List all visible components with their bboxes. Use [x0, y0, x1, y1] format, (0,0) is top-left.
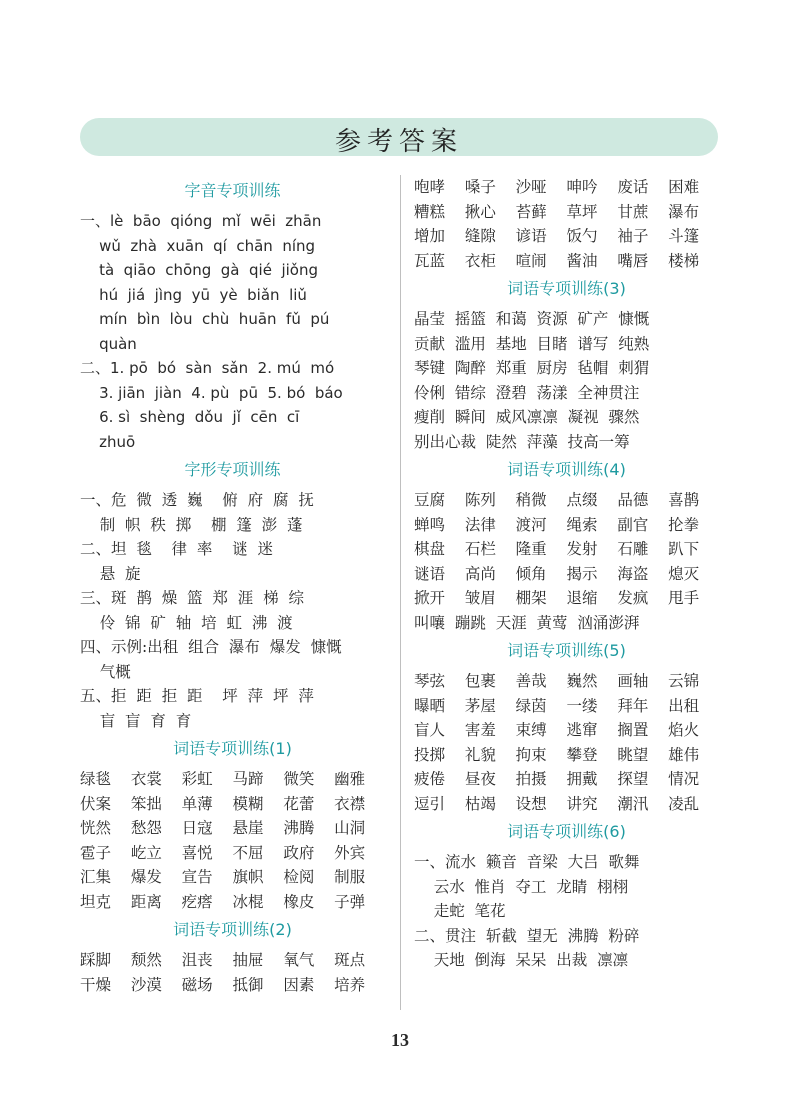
answer-word: 汇集 [80, 868, 112, 886]
left-column [80, 175, 385, 997]
answer-line: 瘦削 瞬间 威风凛凛 凝视 骤然 [414, 408, 640, 426]
answer-word: 抽屉 [232, 951, 264, 969]
answer-word: 橡皮 [283, 892, 315, 911]
answer-word: 宣告 [181, 868, 213, 886]
answer-section [80, 918, 385, 997]
answer-word: 微笑 [283, 770, 315, 788]
answer-word: 礼貌 [464, 745, 496, 764]
answer-word: 疲倦 [414, 770, 446, 788]
answer-line: 天地 倒海 呆呆 出裁 凛凛 [414, 951, 629, 969]
answer-line: zhuō [80, 432, 136, 451]
answer-word: 雹子 [80, 843, 112, 862]
answer-line: 五、拒 距 拒 距 坪 萍 坪 萍 [80, 687, 314, 705]
answer-line: quàn [80, 334, 137, 353]
section-heading: 词语专项训练(5) [507, 641, 626, 660]
answer-word: 幽雅 [334, 770, 366, 788]
answer-word: 日寇 [181, 819, 213, 837]
answer-line: 二、坦 毯 律 率 谜 迷 [80, 540, 273, 558]
answer-word: 束缚 [515, 721, 547, 739]
answer-word: 拘束 [515, 745, 547, 764]
answer-word: 山洞 [334, 819, 366, 837]
answer-word: 抵御 [232, 975, 264, 994]
answer-word: 昼夜 [464, 770, 496, 788]
section-heading: 词语专项训练(4) [507, 460, 626, 479]
answer-word: 衣襟 [334, 794, 366, 813]
answer-word: 增加 [414, 227, 446, 245]
answer-word: 害羞 [464, 721, 496, 739]
answer-line: 一、危 微 透 巍 俯 府 腐 抚 [80, 491, 314, 509]
answer-word: 制服 [334, 868, 366, 886]
answer-word: 绿毯 [80, 770, 112, 788]
answer-word: 屹立 [130, 843, 162, 862]
answer-word: 揪心 [464, 202, 496, 221]
answer-word: 喜悦 [181, 843, 213, 862]
word-grid [80, 948, 385, 997]
page-number: 13 [391, 1030, 409, 1050]
answer-word: 攀登 [566, 745, 598, 764]
section-heading: 词语专项训练(3) [507, 279, 626, 298]
answer-word: 谜语 [414, 564, 446, 583]
answer-word: 废话 [617, 178, 649, 196]
answer-word: 爆发 [130, 868, 162, 886]
right-column [414, 175, 719, 973]
answer-word: 谚语 [515, 227, 547, 245]
answer-word: 草坪 [566, 202, 598, 221]
answer-word: 困难 [668, 178, 700, 196]
column-divider [400, 175, 401, 1010]
answer-word: 氧气 [283, 951, 315, 969]
answer-word: 陈列 [464, 491, 496, 509]
answer-word: 袖子 [617, 227, 649, 245]
answer-word: 曝晒 [414, 696, 446, 715]
answer-line: tà qiāo chōng gà qié jiǒng [80, 261, 319, 279]
answer-section [414, 175, 719, 273]
answer-word: 棚架 [515, 589, 547, 607]
answer-word: 笨拙 [130, 794, 162, 813]
answer-word: 绳索 [566, 515, 598, 534]
answer-word: 喜鹊 [668, 491, 700, 509]
answer-word: 检阅 [283, 868, 315, 886]
answer-word: 倾角 [515, 564, 547, 583]
answer-word: 揭示 [566, 564, 598, 583]
answer-word: 沮丧 [181, 951, 213, 969]
answer-word: 绿茵 [515, 696, 547, 715]
answer-section [80, 458, 385, 733]
answer-word: 皱眉 [464, 589, 496, 607]
answer-line: 制 帜 秩 掷 棚 篷 澎 蓬 [80, 515, 303, 534]
answer-line: 别出心裁 陡然 萍藻 技高一筹 [414, 432, 630, 451]
answer-word: 瓦蓝 [414, 251, 446, 270]
answer-word: 石栏 [464, 540, 496, 558]
answer-line: 晶莹 摇篮 和蔼 资源 矿产 慷慨 [414, 310, 650, 328]
answer-word: 坦克 [80, 892, 112, 911]
answer-word: 趴下 [668, 540, 700, 558]
answer-word: 点缀 [566, 491, 598, 509]
answer-word: 缝隙 [464, 227, 496, 245]
answer-line: 走蛇 笔花 [414, 902, 506, 920]
answer-word: 嘴唇 [617, 251, 649, 270]
answer-word: 包裹 [464, 672, 496, 690]
answer-word: 衣裳 [130, 770, 162, 788]
answer-word: 距离 [130, 892, 162, 911]
word-grid [414, 669, 719, 816]
answer-word: 呻吟 [566, 178, 598, 196]
answer-word: 甘蔗 [617, 202, 649, 221]
answer-word: 画轴 [617, 672, 649, 690]
answer-line: 四、示例:出租 组合 瀑布 爆发 慷慨 [80, 638, 342, 656]
answer-word: 豆腐 [414, 491, 446, 509]
word-grid [414, 175, 719, 273]
section-heading: 词语专项训练(2) [173, 920, 292, 939]
page-title: 参考答案 [334, 127, 463, 157]
answer-word: 石雕 [617, 540, 649, 558]
answer-line: 琴键 陶醉 郑重 厨房 毡帽 刺猬 [414, 359, 650, 377]
answer-word: 退缩 [566, 589, 598, 607]
answer-word: 糟糕 [414, 202, 446, 221]
answer-section [414, 458, 719, 635]
answer-section [80, 179, 385, 454]
answer-line: 伶俐 错综 澄碧 荡漾 全神贯注 [414, 383, 640, 402]
answer-word: 逗引 [414, 794, 446, 813]
answer-line: 伶 锦 矿 轴 培 虹 沸 渡 [80, 613, 293, 632]
answer-word: 单薄 [181, 794, 213, 813]
answer-section [414, 820, 719, 973]
answer-word: 一缕 [566, 696, 598, 715]
answer-word: 外宾 [334, 843, 366, 862]
answer-word: 发疯 [617, 589, 649, 607]
answer-word: 海盗 [617, 564, 649, 583]
answer-word: 茅屋 [464, 696, 496, 715]
answer-word: 善哉 [515, 672, 547, 690]
answer-line: 悬 旋 [80, 564, 141, 583]
title-banner [80, 118, 718, 156]
answer-word: 渡河 [515, 515, 547, 534]
answer-word: 逃窜 [566, 721, 598, 739]
answer-word: 不屈 [232, 843, 264, 862]
answer-line: wǔ zhà xuān qí chān níng [80, 236, 316, 255]
section-heading: 词语专项训练(6) [507, 822, 626, 841]
answer-word: 稍微 [515, 491, 547, 509]
answer-word: 情况 [668, 770, 700, 788]
answer-word: 讲究 [566, 794, 598, 813]
answer-word: 斗篷 [668, 227, 700, 245]
answer-word: 盲人 [414, 721, 446, 739]
answer-line: 三、斑 鹊 燥 篮 郑 涯 梯 综 [80, 589, 304, 607]
answer-word: 蝉鸣 [414, 515, 446, 534]
answer-word: 法律 [464, 515, 496, 534]
answer-word: 花蕾 [283, 794, 315, 813]
answer-word: 瀑布 [668, 202, 700, 221]
answer-word: 焰火 [668, 721, 700, 739]
answer-word: 探望 [617, 770, 649, 788]
answer-line: 二、1. pō bó sàn sǎn 2. mú mó [80, 359, 335, 377]
answer-word: 琴弦 [414, 672, 446, 690]
answer-word: 恍然 [80, 819, 112, 837]
answer-word: 投掷 [414, 745, 446, 764]
answer-word: 嗓子 [464, 178, 496, 196]
answer-line: 云水 惟肖 夺工 龙睛 栩栩 [414, 877, 629, 896]
answer-line: mín bìn lòu chù huān fǔ pú [80, 310, 330, 328]
answer-word: 酱油 [566, 251, 598, 270]
answer-word: 搁置 [617, 721, 649, 739]
answer-word: 抡拳 [668, 515, 700, 534]
answer-word: 熄灭 [668, 564, 700, 583]
answer-word: 凌乱 [668, 794, 700, 813]
answer-word: 沙哑 [515, 178, 547, 196]
answer-word: 苔藓 [515, 202, 547, 221]
answer-word: 掀开 [414, 589, 446, 607]
answer-section [414, 639, 719, 816]
answer-section [414, 277, 719, 454]
answer-word: 斑点 [334, 951, 366, 969]
answer-word: 疙瘩 [181, 892, 213, 911]
answer-word: 副官 [617, 515, 649, 534]
section-heading: 字形专项训练 [184, 460, 281, 479]
answer-line: 一、lè bāo qióng mǐ wēi zhān [80, 212, 322, 230]
answer-word: 发射 [566, 540, 598, 558]
answer-word: 巍然 [566, 672, 598, 690]
word-grid [414, 488, 719, 611]
answer-word: 因素 [283, 975, 315, 994]
answer-word: 旗帜 [232, 868, 264, 886]
answer-word: 隆重 [515, 540, 547, 558]
answer-word: 棋盘 [414, 540, 446, 558]
answer-word: 沙漠 [130, 975, 162, 994]
section-heading: 字音专项训练 [184, 181, 281, 200]
section-heading: 词语专项训练(1) [173, 739, 292, 758]
answer-word: 沸腾 [283, 819, 315, 837]
answer-word: 拜年 [617, 696, 649, 715]
answer-line: 叫嚷 蹦跳 天涯 黄莺 汹涌澎湃 [414, 613, 640, 632]
answer-line: 贡献 滥用 基地 目睹 谱写 纯熟 [414, 334, 650, 353]
answer-word: 喧闹 [515, 251, 547, 270]
answer-word: 模糊 [232, 794, 264, 813]
answer-word: 咆哮 [414, 178, 446, 196]
answer-word: 悬崖 [232, 819, 264, 837]
answer-word: 马蹄 [232, 770, 264, 788]
answer-word: 政府 [283, 843, 315, 862]
answer-line: 一、流水 籁音 音梁 大吕 歌舞 [414, 853, 640, 871]
answer-word: 愁怨 [130, 819, 162, 837]
answer-line: 3. jiān jiàn 4. pù pū 5. bó báo [80, 383, 343, 402]
answer-word: 衣柜 [464, 251, 496, 270]
answer-word: 冰棍 [232, 892, 264, 911]
answer-word: 拥戴 [566, 770, 598, 788]
answer-word: 踩脚 [80, 951, 112, 969]
answer-word: 颓然 [130, 951, 162, 969]
answer-section [80, 737, 385, 914]
answer-word: 彩虹 [181, 770, 213, 788]
answer-word: 饭勺 [566, 227, 598, 245]
answer-word: 高尚 [464, 564, 496, 583]
answer-line: 6. sì shèng dǒu jǐ cēn cī [80, 408, 300, 426]
answer-word: 伏案 [80, 794, 112, 813]
answer-word: 出租 [668, 696, 700, 715]
answer-word: 培养 [334, 975, 366, 994]
answer-word: 潮汛 [617, 794, 649, 813]
answer-line: 气概 [80, 662, 131, 681]
answer-line: hú jiá jìng yū yè biǎn liǔ [80, 285, 307, 304]
answer-word: 拍摄 [515, 770, 547, 788]
answer-word: 雄伟 [668, 745, 700, 764]
answer-word: 甩手 [668, 589, 700, 607]
answer-word: 枯竭 [464, 794, 496, 813]
answer-word: 子弹 [334, 892, 366, 911]
answer-word: 磁场 [181, 975, 213, 994]
answer-word: 设想 [515, 794, 547, 813]
answer-word: 品德 [617, 491, 649, 509]
answer-word: 云锦 [668, 672, 700, 690]
answer-line: 二、贯注 斩截 望无 沸腾 粉碎 [414, 926, 640, 945]
answer-word: 干燥 [80, 975, 112, 994]
answer-word: 楼梯 [668, 251, 700, 270]
answer-line: 盲 盲 育 育 [80, 711, 192, 730]
answer-word: 眺望 [617, 745, 649, 764]
word-grid [80, 767, 385, 914]
